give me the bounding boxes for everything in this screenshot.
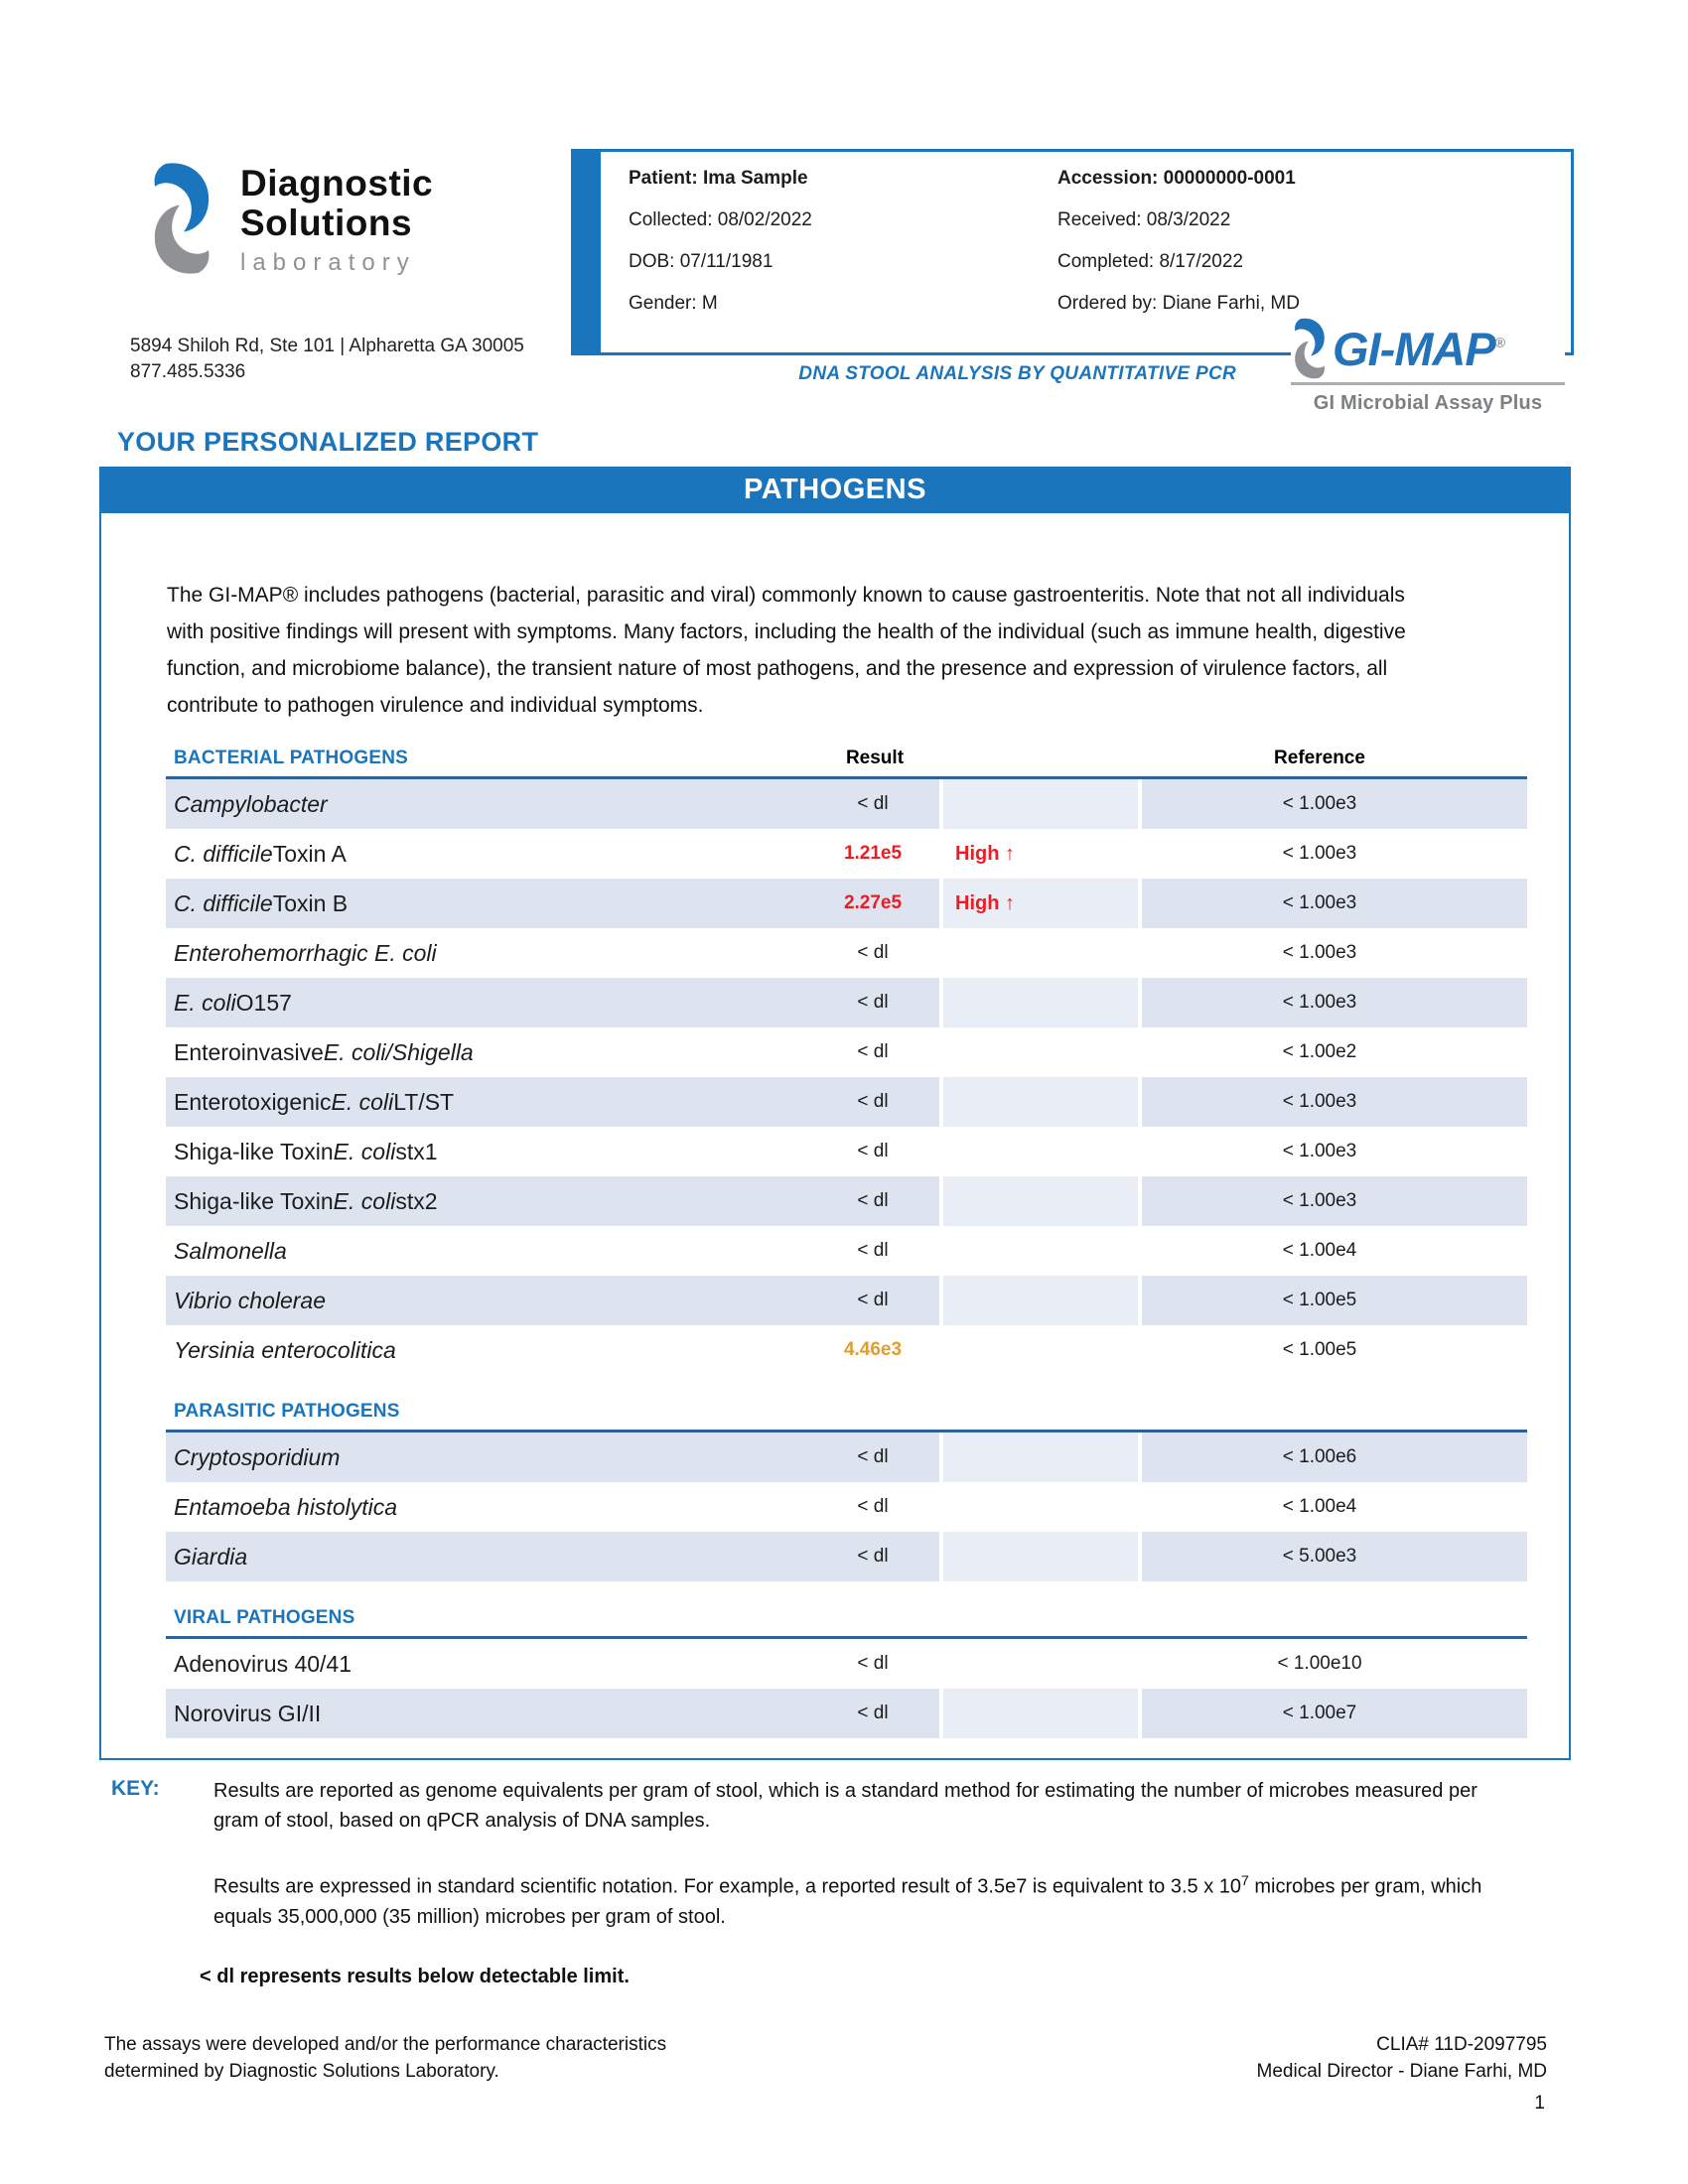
- dob: DOB: 07/11/1981: [629, 251, 774, 272]
- pathogen-name: Norovirus GI/II: [174, 1700, 322, 1726]
- reference-value: < 1.00e5: [1282, 1339, 1357, 1360]
- result-value: < dl: [806, 1433, 943, 1482]
- assay-subtitle: DNA STOOL ANALYSIS BY QUANTITATIVE PCR: [798, 363, 1236, 384]
- ordered-by: Ordered by: Diane Farhi, MD: [1057, 293, 1300, 314]
- reference-value: < 1.00e3: [1282, 843, 1357, 864]
- lab-phone: 877.485.5336: [130, 361, 246, 382]
- reference-value: < 1.00e3: [1282, 1141, 1357, 1161]
- table-row: [166, 978, 1527, 1027]
- table-row: [166, 1689, 1527, 1738]
- result-value: 4.46e3: [806, 1325, 943, 1375]
- result-flag: High ↑: [943, 879, 1142, 928]
- table-row: [166, 1127, 1527, 1176]
- pathogen-name: C. difficile Toxin A: [174, 840, 347, 867]
- section-header: [166, 1401, 1527, 1433]
- result-value: < dl: [806, 1532, 943, 1581]
- result-flag: [943, 1176, 1142, 1226]
- key-paragraph-2: Results are expressed in standard scientific notation. For example, a reported result of 3.5e7 is equivalent to 3.5 x $10^7$ microbes per gram, which equals 35,000,000 (35 million) microbes per gram of stool.: [213, 1872, 1482, 1928]
- reference-value: < 1.00e6: [1282, 1446, 1357, 1467]
- result-flag: High ↑: [943, 829, 1142, 879]
- reference-value: < 1.00e10: [1277, 1653, 1362, 1674]
- reference-value: < 1.00e3: [1282, 1091, 1357, 1112]
- result-value: < dl: [806, 1639, 943, 1689]
- table-row: [166, 1276, 1527, 1325]
- result-value: < dl: [806, 978, 943, 1027]
- pathogen-name: Enterohemorrhagic E. coli: [174, 939, 437, 966]
- result-value: < dl: [806, 1176, 943, 1226]
- result-flag: [943, 1433, 1142, 1482]
- result-value: 1.21e5: [806, 829, 943, 879]
- result-value: < dl: [806, 1027, 943, 1077]
- reference-value: < 1.00e3: [1282, 892, 1357, 913]
- reference-value: < 1.00e5: [1282, 1290, 1357, 1310]
- table-row: [166, 779, 1527, 829]
- reference-value: < 1.00e7: [1282, 1703, 1357, 1723]
- detectable-limit-note: < dl represents results below detectable limit.: [200, 1965, 630, 1987]
- pathogen-name: Enteroinvasive E. coli/Shigella: [174, 1038, 474, 1065]
- gimap-underline: [1291, 382, 1565, 385]
- result-flag: [943, 928, 1142, 978]
- reference-value: < 1.00e3: [1282, 793, 1357, 814]
- gimap-swoosh-icon: [1291, 318, 1329, 379]
- result-value: < dl: [806, 1482, 943, 1532]
- gimap-wordmark: GI-MAP®: [1333, 323, 1505, 375]
- result-value: < dl: [806, 1276, 943, 1325]
- patient-info-right-column: [1057, 168, 1300, 352]
- patient-info-left-column: [629, 168, 1057, 352]
- section-header: [166, 748, 1527, 779]
- pathogen-name: Salmonella: [174, 1237, 287, 1264]
- result-column-header: Result: [845, 748, 905, 768]
- lab-logo-swoosh-icon: [149, 162, 214, 275]
- reference-value: < 1.00e4: [1282, 1496, 1357, 1517]
- report-header: [0, 0, 1688, 427]
- table-row: [166, 928, 1527, 978]
- pathogen-name: Enterotoxigenic E. coli LT/ST: [174, 1088, 455, 1115]
- lab-name-line1: Diagnostic: [240, 163, 434, 204]
- table-row: [166, 1639, 1527, 1689]
- pathogen-name: Shiga-like Toxin E. coli stx2: [174, 1187, 438, 1214]
- result-flag: [943, 1639, 1142, 1689]
- table-row: [166, 1226, 1527, 1276]
- report-footer: [104, 2031, 1547, 2085]
- page-number: 1: [1534, 2093, 1545, 2114]
- section-title: PARASITIC PATHOGENS: [174, 1401, 400, 1422]
- gimap-logo: [1291, 316, 1565, 415]
- result-flag: [943, 1325, 1142, 1375]
- result-value: < dl: [806, 1077, 943, 1127]
- lab-address: [130, 334, 524, 385]
- key-paragraph-1: Results are reported as genome equivalents per gram of stool, which is a standard method for estimating the number of microbes measured per gram of stool, based on qPCR analysis of DNA samples.: [213, 1780, 1477, 1832]
- pathogen-name: Campylobacter: [174, 790, 328, 817]
- pathogen-table: [166, 748, 1527, 1738]
- key-label: KEY:: [111, 1777, 160, 1800]
- reference-column-header: Reference: [1274, 748, 1365, 768]
- table-row: [166, 1325, 1527, 1375]
- footer-credentials: [1257, 2031, 1547, 2085]
- lab-address-street: 5894 Shiloh Rd, Ste 101 | Alpharetta GA 30005: [130, 336, 524, 356]
- completed-date: Completed: 8/17/2022: [1057, 251, 1243, 272]
- table-row: [166, 829, 1527, 879]
- collected-date: Collected: 08/02/2022: [629, 209, 812, 230]
- result-flag: [943, 978, 1142, 1027]
- intro-paragraph: The GI-MAP® includes pathogens (bacterial, parasitic and viral) commonly known to cause gastroenteritis. Note that not all individuals with positive findings will present with symptoms. Many factors, including the health of the individual (such as immune health, digestive function, and microbiome balance), the transient nature of most pathogens, and the presence and expression of virulence factors, all contribute to pathogen virulence and individual symptoms.: [167, 584, 1406, 717]
- pathogen-name: Vibrio cholerae: [174, 1287, 327, 1313]
- reference-value: < 1.00e3: [1282, 992, 1357, 1013]
- pathogen-name: C. difficile Toxin B: [174, 889, 349, 916]
- reference-value: < 1.00e3: [1282, 1190, 1357, 1211]
- lab-logo: [149, 162, 433, 277]
- superscript-exponent: 7: [1241, 1872, 1249, 1888]
- result-flag: [943, 1482, 1142, 1532]
- result-flag: [943, 1532, 1142, 1581]
- result-flag: [943, 1027, 1142, 1077]
- received-date: Received: 08/3/2022: [1057, 209, 1231, 230]
- section-title: VIRAL PATHOGENS: [174, 1607, 355, 1628]
- page-title: YOUR PERSONALIZED REPORT: [117, 427, 539, 457]
- result-flag: [943, 1689, 1142, 1738]
- table-row: [166, 1077, 1527, 1127]
- result-flag: [943, 1127, 1142, 1176]
- pathogen-name: Shiga-like Toxin E. coli stx1: [174, 1138, 438, 1164]
- result-flag: [943, 1226, 1142, 1276]
- result-flag: [943, 1077, 1142, 1127]
- pathogen-name: Adenovirus 40/41: [174, 1650, 352, 1677]
- accession-number: Accession: 00000000-0001: [1057, 168, 1296, 189]
- pathogens-banner: PATHOGENS: [99, 467, 1571, 513]
- table-row: [166, 1532, 1527, 1581]
- section-header: [166, 1607, 1527, 1639]
- reference-value: < 1.00e4: [1282, 1240, 1357, 1261]
- footer-disclaimer: The assays were developed and/or the performance characteristics determined by Diagnostic Solutions Laboratory.: [104, 2034, 667, 2082]
- result-value: < dl: [806, 779, 943, 829]
- table-row: [166, 1027, 1527, 1077]
- medical-director: Medical Director - Diane Farhi, MD: [1256, 2061, 1547, 2082]
- pathogens-panel: [99, 513, 1571, 1760]
- clia-number: CLIA# 11D-2097795: [1376, 2034, 1547, 2055]
- gender: Gender: M: [629, 293, 718, 314]
- patient-name: Patient: Ima Sample: [629, 168, 808, 189]
- table-row: [166, 1482, 1527, 1532]
- pathogen-name: Entamoeba histolytica: [174, 1493, 398, 1520]
- pathogen-name: E. coli O157: [174, 989, 292, 1016]
- lab-name-line2: Solutions: [240, 203, 413, 243]
- section-title: BACTERIAL PATHOGENS: [174, 748, 409, 768]
- result-flag: [943, 779, 1142, 829]
- result-value: 2.27e5: [806, 879, 943, 928]
- result-value: < dl: [806, 1226, 943, 1276]
- gimap-tagline: GI Microbial Assay Plus: [1313, 392, 1543, 414]
- reference-value: < 5.00e3: [1282, 1546, 1357, 1567]
- reference-value: < 1.00e2: [1282, 1041, 1357, 1062]
- key-section: [111, 1776, 1688, 2021]
- result-flag: [943, 1276, 1142, 1325]
- table-row: [166, 1433, 1527, 1482]
- result-value: < dl: [806, 1127, 943, 1176]
- table-row: [166, 879, 1527, 928]
- pathogen-name: Giardia: [174, 1543, 248, 1570]
- registered-mark: ®: [1494, 335, 1505, 350]
- result-value: < dl: [806, 928, 943, 978]
- pathogen-name: Yersinia enterocolitica: [174, 1336, 396, 1363]
- table-row: [166, 1176, 1527, 1226]
- result-value: < dl: [806, 1689, 943, 1738]
- reference-value: < 1.00e3: [1282, 942, 1357, 963]
- pathogen-name: Cryptosporidium: [174, 1443, 341, 1470]
- lab-name-line3: laboratory: [240, 249, 416, 276]
